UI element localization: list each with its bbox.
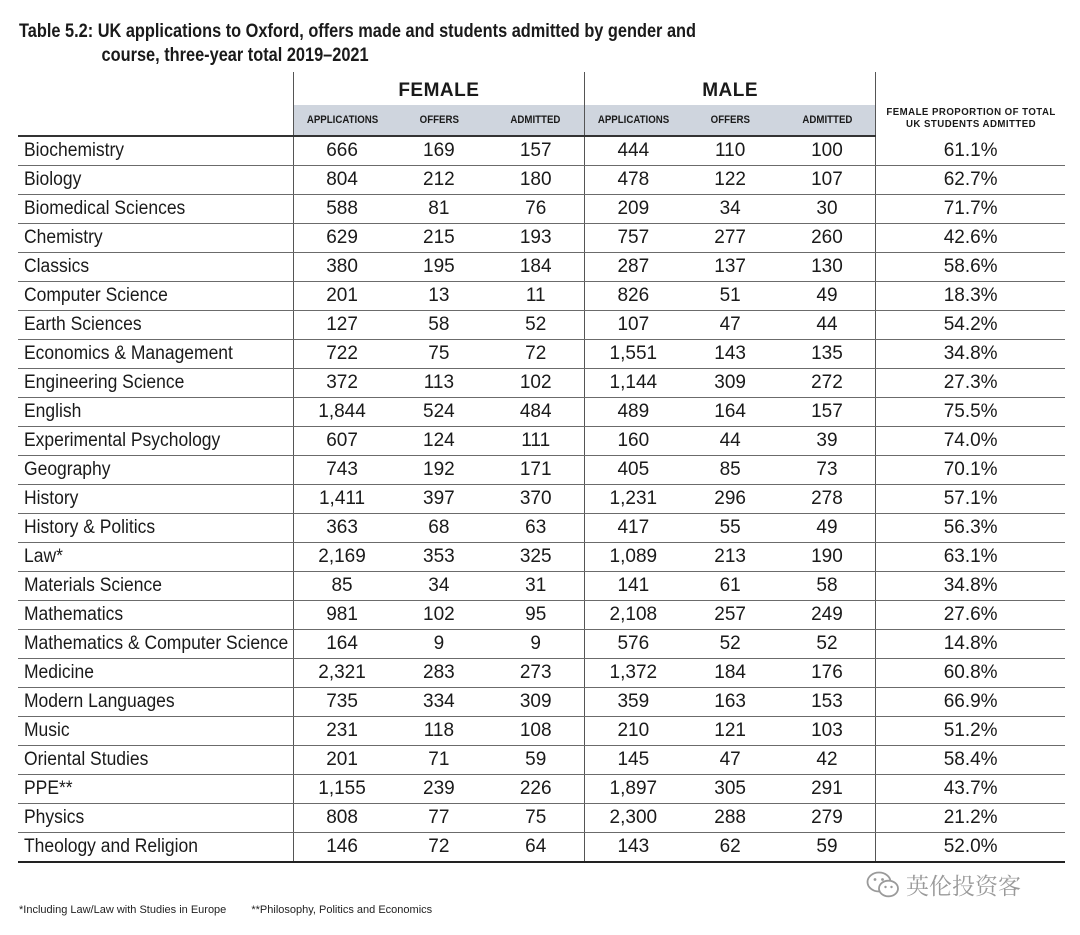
course-name-cell: Biology bbox=[18, 166, 293, 195]
male-admitted-cell: 30 bbox=[779, 195, 876, 224]
male-offers-cell: 34 bbox=[682, 195, 779, 224]
table-row bbox=[18, 427, 1065, 456]
female-group-header: FEMALE bbox=[293, 72, 584, 105]
table-row bbox=[18, 485, 1065, 514]
male-offers-cell: 163 bbox=[682, 688, 779, 717]
female-applications-cell: 808 bbox=[293, 804, 390, 833]
table-row bbox=[18, 456, 1065, 485]
male-offers-cell: 55 bbox=[682, 514, 779, 543]
table-row bbox=[18, 514, 1065, 543]
female-proportion-cell: 21.2% bbox=[876, 804, 1065, 833]
table-row bbox=[18, 253, 1065, 282]
course-name-cell: Theology and Religion bbox=[18, 833, 293, 863]
female-proportion-cell: 27.3% bbox=[876, 369, 1065, 398]
course-name-cell: Computer Science bbox=[18, 282, 293, 311]
table-row bbox=[18, 224, 1065, 253]
male-admitted-cell: 58 bbox=[779, 572, 876, 601]
female-applications-cell: 85 bbox=[293, 572, 390, 601]
male-offers-cell: 137 bbox=[682, 253, 779, 282]
female-offers-cell: 71 bbox=[390, 746, 487, 775]
female-proportion-cell: 75.5% bbox=[876, 398, 1065, 427]
female-proportion-cell: 43.7% bbox=[876, 775, 1065, 804]
female-admitted-cell: 193 bbox=[487, 224, 584, 253]
table-row bbox=[18, 340, 1065, 369]
male-admitted-cell: 52 bbox=[779, 630, 876, 659]
course-name-cell: History & Politics bbox=[18, 514, 293, 543]
male-offers-cell: 122 bbox=[682, 166, 779, 195]
male-offers-cell: 44 bbox=[682, 427, 779, 456]
table-row bbox=[18, 804, 1065, 833]
male-applications-cell: 489 bbox=[585, 398, 682, 427]
table-row bbox=[18, 746, 1065, 775]
male-applications-cell: 478 bbox=[585, 166, 682, 195]
col-male-applications: APPLICATIONS bbox=[585, 105, 682, 136]
female-admitted-cell: 64 bbox=[487, 833, 584, 863]
female-applications-cell: 2,321 bbox=[293, 659, 390, 688]
male-admitted-cell: 272 bbox=[779, 369, 876, 398]
male-admitted-cell: 157 bbox=[779, 398, 876, 427]
subheader-blank bbox=[18, 105, 293, 136]
male-offers-cell: 62 bbox=[682, 833, 779, 863]
female-applications-cell: 1,155 bbox=[293, 775, 390, 804]
table-row bbox=[18, 688, 1065, 717]
male-applications-cell: 1,372 bbox=[585, 659, 682, 688]
female-admitted-cell: 184 bbox=[487, 253, 584, 282]
female-admitted-cell: 102 bbox=[487, 369, 584, 398]
female-offers-cell: 353 bbox=[390, 543, 487, 572]
course-name-cell: Biomedical Sciences bbox=[18, 195, 293, 224]
female-offers-cell: 75 bbox=[390, 340, 487, 369]
female-admitted-cell: 108 bbox=[487, 717, 584, 746]
male-applications-cell: 1,144 bbox=[585, 369, 682, 398]
female-applications-cell: 201 bbox=[293, 282, 390, 311]
female-proportion-cell: 57.1% bbox=[876, 485, 1065, 514]
footnote-law: *Including Law/Law with Studies in Europe bbox=[19, 904, 227, 916]
male-admitted-cell: 107 bbox=[779, 166, 876, 195]
female-admitted-cell: 157 bbox=[487, 136, 584, 166]
male-admitted-cell: 73 bbox=[779, 456, 876, 485]
female-applications-cell: 231 bbox=[293, 717, 390, 746]
male-applications-cell: 209 bbox=[585, 195, 682, 224]
female-offers-cell: 192 bbox=[390, 456, 487, 485]
table-row bbox=[18, 601, 1065, 630]
male-offers-cell: 47 bbox=[682, 746, 779, 775]
male-applications-cell: 359 bbox=[585, 688, 682, 717]
male-admitted-cell: 44 bbox=[779, 311, 876, 340]
male-applications-cell: 405 bbox=[585, 456, 682, 485]
female-proportion-cell: 27.6% bbox=[876, 601, 1065, 630]
col-female-applications: APPLICATIONS bbox=[293, 105, 390, 136]
female-applications-cell: 588 bbox=[293, 195, 390, 224]
course-name-cell: Experimental Psychology bbox=[18, 427, 293, 456]
male-admitted-cell: 279 bbox=[779, 804, 876, 833]
male-offers-cell: 85 bbox=[682, 456, 779, 485]
male-admitted-cell: 49 bbox=[779, 282, 876, 311]
course-name-cell: Medicine bbox=[18, 659, 293, 688]
female-admitted-cell: 9 bbox=[487, 630, 584, 659]
male-group-header: MALE bbox=[585, 72, 876, 105]
male-applications-cell: 143 bbox=[585, 833, 682, 863]
female-admitted-cell: 63 bbox=[487, 514, 584, 543]
female-proportion-cell: 61.1% bbox=[876, 136, 1065, 166]
table-row bbox=[18, 282, 1065, 311]
female-admitted-cell: 484 bbox=[487, 398, 584, 427]
female-admitted-cell: 226 bbox=[487, 775, 584, 804]
female-applications-cell: 607 bbox=[293, 427, 390, 456]
table-row bbox=[18, 543, 1065, 572]
female-proportion-cell: 74.0% bbox=[876, 427, 1065, 456]
male-applications-cell: 576 bbox=[585, 630, 682, 659]
female-offers-cell: 212 bbox=[390, 166, 487, 195]
female-offers-cell: 195 bbox=[390, 253, 487, 282]
male-offers-cell: 51 bbox=[682, 282, 779, 311]
male-offers-cell: 296 bbox=[682, 485, 779, 514]
male-admitted-cell: 100 bbox=[779, 136, 876, 166]
female-admitted-cell: 72 bbox=[487, 340, 584, 369]
female-applications-cell: 164 bbox=[293, 630, 390, 659]
admissions-table bbox=[18, 72, 1065, 863]
female-offers-cell: 113 bbox=[390, 369, 487, 398]
table-row bbox=[18, 775, 1065, 804]
female-admitted-cell: 370 bbox=[487, 485, 584, 514]
female-applications-cell: 2,169 bbox=[293, 543, 390, 572]
male-offers-cell: 52 bbox=[682, 630, 779, 659]
female-admitted-cell: 59 bbox=[487, 746, 584, 775]
male-admitted-cell: 59 bbox=[779, 833, 876, 863]
female-proportion-cell: 18.3% bbox=[876, 282, 1065, 311]
course-name-cell: Economics & Management bbox=[18, 340, 293, 369]
female-applications-cell: 981 bbox=[293, 601, 390, 630]
female-proportion-cell: 71.7% bbox=[876, 195, 1065, 224]
female-admitted-cell: 171 bbox=[487, 456, 584, 485]
female-offers-cell: 81 bbox=[390, 195, 487, 224]
male-admitted-cell: 291 bbox=[779, 775, 876, 804]
female-proportion-cell: 60.8% bbox=[876, 659, 1065, 688]
female-offers-cell: 72 bbox=[390, 833, 487, 863]
male-admitted-cell: 103 bbox=[779, 717, 876, 746]
female-offers-cell: 397 bbox=[390, 485, 487, 514]
male-admitted-cell: 130 bbox=[779, 253, 876, 282]
female-proportion-cell: 42.6% bbox=[876, 224, 1065, 253]
col-male-offers: OFFERS bbox=[682, 105, 779, 136]
female-offers-cell: 34 bbox=[390, 572, 487, 601]
proportion-header-line-2: UK STUDENTS ADMITTED bbox=[905, 118, 1036, 130]
wechat-icon bbox=[866, 871, 900, 899]
course-name-cell: Classics bbox=[18, 253, 293, 282]
course-name-cell: Mathematics bbox=[18, 601, 293, 630]
table-title bbox=[19, 20, 806, 68]
male-admitted-cell: 278 bbox=[779, 485, 876, 514]
male-admitted-cell: 39 bbox=[779, 427, 876, 456]
course-name-cell: Law* bbox=[18, 543, 293, 572]
female-proportion-cell: 70.1% bbox=[876, 456, 1065, 485]
female-proportion-cell: 54.2% bbox=[876, 311, 1065, 340]
female-applications-cell: 127 bbox=[293, 311, 390, 340]
female-applications-cell: 372 bbox=[293, 369, 390, 398]
watermark-text: 英伦投资客 bbox=[906, 874, 1021, 900]
table-row bbox=[18, 717, 1065, 746]
female-applications-cell: 363 bbox=[293, 514, 390, 543]
male-applications-cell: 444 bbox=[585, 136, 682, 166]
footnote-ppe: **Philosophy, Politics and Economics bbox=[251, 904, 433, 916]
male-applications-cell: 1,231 bbox=[585, 485, 682, 514]
header-blank bbox=[18, 72, 293, 105]
male-offers-cell: 288 bbox=[682, 804, 779, 833]
male-applications-cell: 1,089 bbox=[585, 543, 682, 572]
male-offers-cell: 110 bbox=[682, 136, 779, 166]
female-offers-cell: 124 bbox=[390, 427, 487, 456]
female-applications-cell: 1,844 bbox=[293, 398, 390, 427]
male-admitted-cell: 260 bbox=[779, 224, 876, 253]
male-applications-cell: 1,897 bbox=[585, 775, 682, 804]
female-proportion-cell: 63.1% bbox=[876, 543, 1065, 572]
male-admitted-cell: 249 bbox=[779, 601, 876, 630]
female-proportion-cell: 14.8% bbox=[876, 630, 1065, 659]
female-applications-cell: 201 bbox=[293, 746, 390, 775]
male-offers-cell: 164 bbox=[682, 398, 779, 427]
male-offers-cell: 277 bbox=[682, 224, 779, 253]
title-line-2: course, three-year total 2019–2021 bbox=[101, 45, 369, 66]
male-offers-cell: 61 bbox=[682, 572, 779, 601]
course-name-cell: Music bbox=[18, 717, 293, 746]
female-admitted-cell: 111 bbox=[487, 427, 584, 456]
course-name-cell: Chemistry bbox=[18, 224, 293, 253]
female-proportion-cell: 34.8% bbox=[876, 340, 1065, 369]
table-row bbox=[18, 369, 1065, 398]
female-proportion-cell: 52.0% bbox=[876, 833, 1065, 863]
table-body bbox=[18, 136, 1065, 862]
male-admitted-cell: 153 bbox=[779, 688, 876, 717]
col-male-admitted: ADMITTED bbox=[779, 105, 876, 136]
male-applications-cell: 160 bbox=[585, 427, 682, 456]
male-applications-cell: 757 bbox=[585, 224, 682, 253]
course-name-cell: Modern Languages bbox=[18, 688, 293, 717]
female-offers-cell: 9 bbox=[390, 630, 487, 659]
male-admitted-cell: 49 bbox=[779, 514, 876, 543]
female-applications-cell: 146 bbox=[293, 833, 390, 863]
male-offers-cell: 257 bbox=[682, 601, 779, 630]
female-admitted-cell: 95 bbox=[487, 601, 584, 630]
course-name-cell: Oriental Studies bbox=[18, 746, 293, 775]
female-admitted-cell: 31 bbox=[487, 572, 584, 601]
title-line-1: Table 5.2: UK applications to Oxford, offers made and students admitted by gender and bbox=[19, 21, 697, 42]
course-name-cell: Earth Sciences bbox=[18, 311, 293, 340]
female-offers-cell: 239 bbox=[390, 775, 487, 804]
female-applications-cell: 743 bbox=[293, 456, 390, 485]
table-row bbox=[18, 398, 1065, 427]
female-admitted-cell: 11 bbox=[487, 282, 584, 311]
table-row bbox=[18, 630, 1065, 659]
watermark bbox=[866, 868, 1021, 901]
course-name-cell: Geography bbox=[18, 456, 293, 485]
female-applications-cell: 380 bbox=[293, 253, 390, 282]
male-offers-cell: 47 bbox=[682, 311, 779, 340]
course-name-cell: Materials Science bbox=[18, 572, 293, 601]
male-applications-cell: 2,108 bbox=[585, 601, 682, 630]
female-proportion-cell: 58.6% bbox=[876, 253, 1065, 282]
male-offers-cell: 305 bbox=[682, 775, 779, 804]
male-applications-cell: 107 bbox=[585, 311, 682, 340]
course-name-cell: History bbox=[18, 485, 293, 514]
female-offers-cell: 524 bbox=[390, 398, 487, 427]
male-applications-cell: 145 bbox=[585, 746, 682, 775]
male-admitted-cell: 42 bbox=[779, 746, 876, 775]
female-applications-cell: 666 bbox=[293, 136, 390, 166]
female-offers-cell: 334 bbox=[390, 688, 487, 717]
table-row bbox=[18, 195, 1065, 224]
male-applications-cell: 1,551 bbox=[585, 340, 682, 369]
female-proportion-cell: 51.2% bbox=[876, 717, 1065, 746]
footnotes bbox=[19, 904, 454, 916]
proportion-header-line-1: FEMALE PROPORTION OF TOTAL bbox=[885, 106, 1056, 118]
female-proportion-cell: 56.3% bbox=[876, 514, 1065, 543]
male-applications-cell: 826 bbox=[585, 282, 682, 311]
male-offers-cell: 184 bbox=[682, 659, 779, 688]
table-row bbox=[18, 166, 1065, 195]
female-admitted-cell: 52 bbox=[487, 311, 584, 340]
table-row bbox=[18, 311, 1065, 340]
male-offers-cell: 213 bbox=[682, 543, 779, 572]
female-applications-cell: 722 bbox=[293, 340, 390, 369]
female-applications-cell: 629 bbox=[293, 224, 390, 253]
male-admitted-cell: 190 bbox=[779, 543, 876, 572]
course-name-cell: Physics bbox=[18, 804, 293, 833]
female-admitted-cell: 273 bbox=[487, 659, 584, 688]
female-admitted-cell: 75 bbox=[487, 804, 584, 833]
male-offers-cell: 121 bbox=[682, 717, 779, 746]
female-offers-cell: 169 bbox=[390, 136, 487, 166]
female-admitted-cell: 325 bbox=[487, 543, 584, 572]
male-applications-cell: 417 bbox=[585, 514, 682, 543]
female-offers-cell: 102 bbox=[390, 601, 487, 630]
female-proportion-cell: 58.4% bbox=[876, 746, 1065, 775]
male-applications-cell: 2,300 bbox=[585, 804, 682, 833]
female-offers-cell: 283 bbox=[390, 659, 487, 688]
female-applications-cell: 804 bbox=[293, 166, 390, 195]
female-offers-cell: 77 bbox=[390, 804, 487, 833]
course-name-cell: Mathematics & Computer Science bbox=[18, 630, 293, 659]
female-offers-cell: 58 bbox=[390, 311, 487, 340]
male-offers-cell: 143 bbox=[682, 340, 779, 369]
male-applications-cell: 287 bbox=[585, 253, 682, 282]
female-proportion-header bbox=[876, 72, 1065, 136]
male-admitted-cell: 176 bbox=[779, 659, 876, 688]
female-offers-cell: 118 bbox=[390, 717, 487, 746]
female-admitted-cell: 76 bbox=[487, 195, 584, 224]
male-applications-cell: 210 bbox=[585, 717, 682, 746]
female-offers-cell: 215 bbox=[390, 224, 487, 253]
female-proportion-cell: 62.7% bbox=[876, 166, 1065, 195]
course-name-cell: Engineering Science bbox=[18, 369, 293, 398]
female-offers-cell: 68 bbox=[390, 514, 487, 543]
female-admitted-cell: 309 bbox=[487, 688, 584, 717]
col-female-offers: OFFERS bbox=[390, 105, 487, 136]
table-row bbox=[18, 659, 1065, 688]
female-applications-cell: 735 bbox=[293, 688, 390, 717]
col-female-admitted: ADMITTED bbox=[487, 105, 584, 136]
male-admitted-cell: 135 bbox=[779, 340, 876, 369]
female-admitted-cell: 180 bbox=[487, 166, 584, 195]
course-name-cell: PPE** bbox=[18, 775, 293, 804]
female-proportion-cell: 66.9% bbox=[876, 688, 1065, 717]
female-proportion-cell: 34.8% bbox=[876, 572, 1065, 601]
course-name-cell: English bbox=[18, 398, 293, 427]
female-applications-cell: 1,411 bbox=[293, 485, 390, 514]
male-applications-cell: 141 bbox=[585, 572, 682, 601]
table-row bbox=[18, 136, 1065, 166]
table-row bbox=[18, 572, 1065, 601]
table-row bbox=[18, 833, 1065, 863]
course-name-cell: Biochemistry bbox=[18, 136, 293, 166]
male-offers-cell: 309 bbox=[682, 369, 779, 398]
female-offers-cell: 13 bbox=[390, 282, 487, 311]
